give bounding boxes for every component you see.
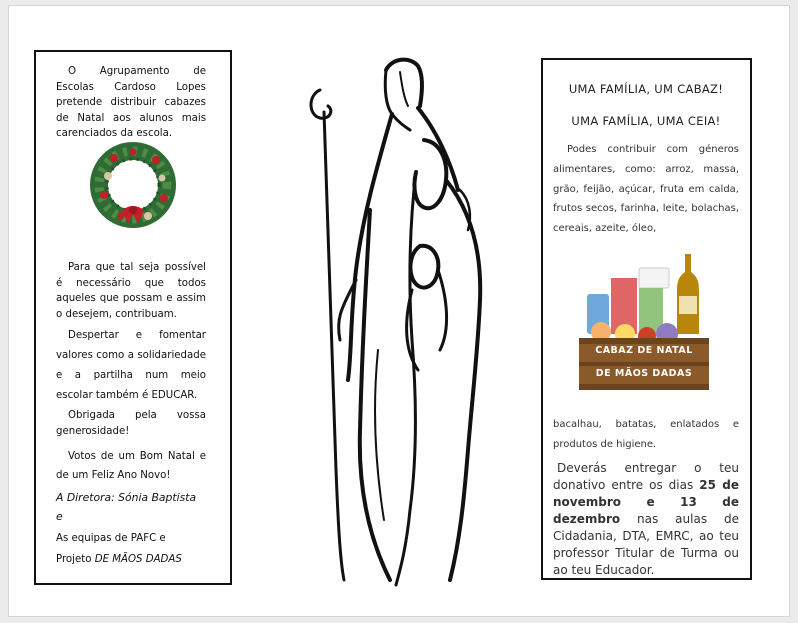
delivery-text: Deverás entregar o teu donativo entre os dias 25 de novembro e 13 de dezembro nas aulas de Cidadania, DTA, EMRC, ao teu professor Titular de Turma ou ao teu Educador. xyxy=(553,461,739,577)
contribution-text: Podes contribuir com géneros alimentares, como: arroz, massa, grão, feijão, açúcar, fruta em calda, frutos secos, farinha, leite, bolachas, cereais, azeite, óleo, xyxy=(553,144,739,235)
para1-text: Para que tal seja possível é necessário que todos aqueles que possam e assim o desejem, contribuam. xyxy=(56,262,206,320)
para4-text: Votos de um Bom Natal e de um Feliz Ano Novo! xyxy=(56,451,206,481)
christmas-wreath-image xyxy=(76,140,190,230)
basket-sign-line2: DE MÃOS DADAS xyxy=(595,368,693,379)
heading-one-ceia: UMA FAMÍLIA, UMA CEIA! xyxy=(571,114,721,128)
holy-family-illustration xyxy=(300,50,500,590)
signature-text: A Diretora: Sónia Baptista e xyxy=(56,491,197,523)
intro-text: O Agrupamento de Escolas Cardoso Lopes pretende distribuir cabazes de Natal aos alunos mais carenciados da escola. xyxy=(56,66,206,139)
heading-one-cabaz: UMA FAMÍLIA, UM CABAZ! xyxy=(568,82,724,96)
right-panel xyxy=(541,58,752,580)
teams-text: As equipas de PAFC e Projeto DE MÃOS DADAS xyxy=(56,533,182,565)
basket-sign-line1: CABAZ DE NATAL xyxy=(595,345,693,356)
para2-text: Despertar e fomentar valores como a solidariedade e a partilha num meio escolar também é EDUCAR. xyxy=(56,330,206,401)
contribution-continued: bacalhau, batatas, enlatados e produtos de higiene. xyxy=(553,419,739,450)
left-panel xyxy=(34,50,232,585)
para3-text: Obrigada pela vossa generosidade! xyxy=(56,410,206,437)
